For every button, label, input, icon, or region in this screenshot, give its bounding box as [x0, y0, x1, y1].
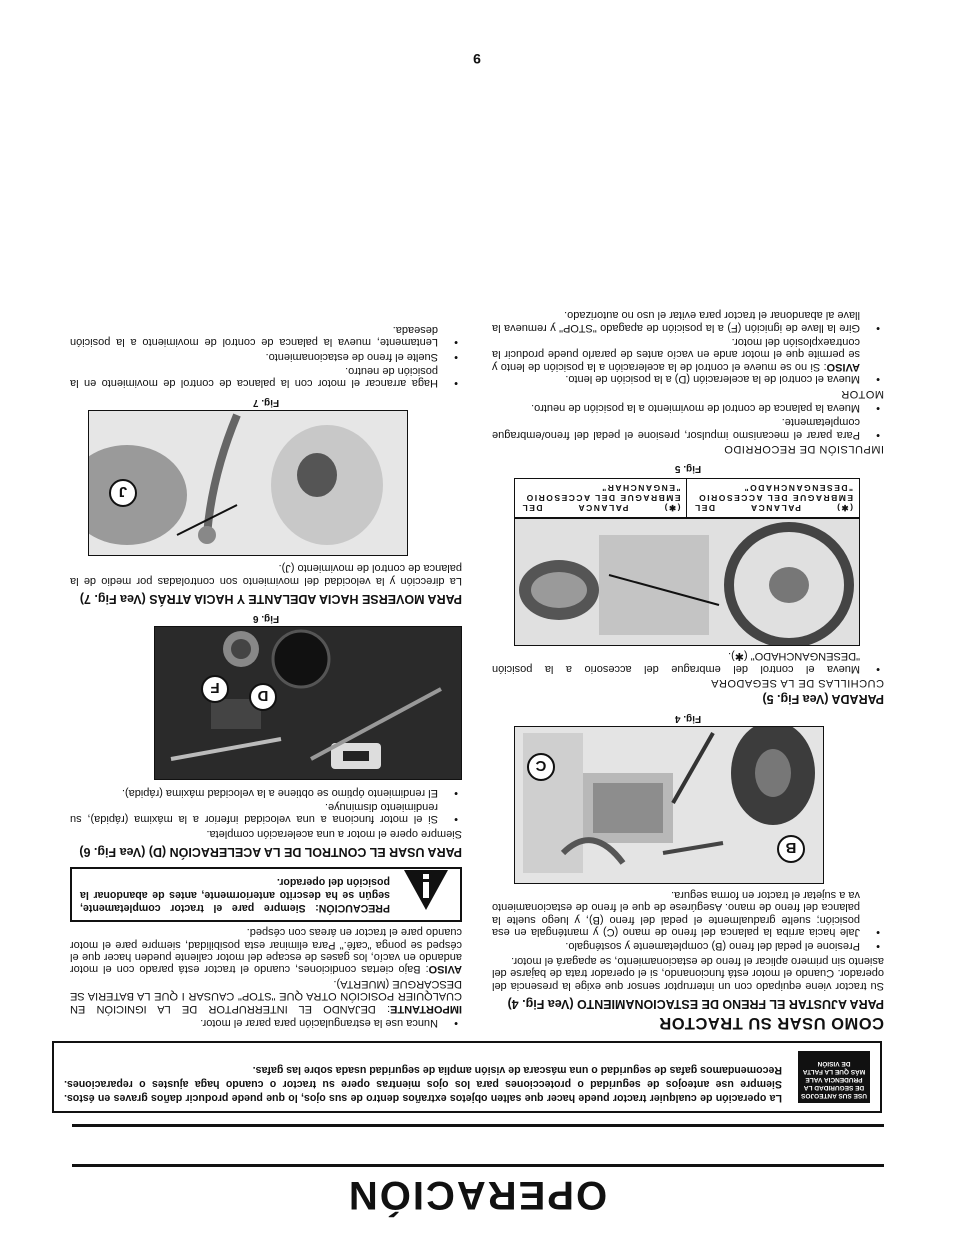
throttle-bullets [70, 786, 462, 825]
fig6-callout-f: F [201, 675, 229, 703]
fig6-image [154, 626, 462, 780]
fig5-caption: Fig. 5 [674, 462, 702, 474]
motor-subheading: MOTOR [840, 387, 884, 400]
list-item: • Si el motor funciona a una velocidad inferior a la máxima (rápida), su rendimiento disminuye. [70, 801, 462, 826]
safety-text: La operación de cualquier tractor puede hacer que salten objetos extraños dentro de sus ojos, lo que puede producir daños graves en éstos. Siempre use anteojos de seguridad o protecciones para los ojos mientras opere su tractor o cuando haga ajustes o reparaciones. Recomendamos gafas de seguridad o una máscara de visión amplia de seguridad usada sobre las gafas. [64, 1064, 782, 1104]
lever-engage-label: (✱) PALANCA DEL EMBRAGUE DEL ACCESORIO "ENGANCHAR" [515, 479, 688, 517]
list-item: • Mueva la palanca de control de movimiento a la posición de neutro. [492, 402, 884, 414]
motor-bullets [492, 309, 884, 385]
page-number: 9 [473, 51, 481, 67]
throttle-intro: Siempre opere el motor a una aceleración completa. [206, 827, 462, 840]
list-item: • Mueva el control de la aceleración (D) a la posición de lento. AVISO: Si no se mueve el control de la aceleración a la posición de lento y se permite que el motor ande en vacío antes de pararlo puede producir la contraexplosión del motor. [492, 336, 884, 386]
parking-intro: Su tractor viene equipado con un interruptor sensor que exige la presencia del operador. Cuando el motor está funcionando, si el operador trata de bajarse del asiento sin primero aplicar el freno de estacionamiento, se apagará el motor. [492, 954, 884, 992]
safety-banner [52, 1041, 882, 1113]
left-column [492, 307, 884, 1032]
fig6-caption: Fig. 6 [252, 613, 280, 625]
list-item: • Suelte el freno de estacionamiento. [70, 350, 462, 362]
fig4-callout-c: C [527, 753, 555, 781]
fig5-lever-labels [514, 478, 860, 518]
fig5-image [514, 518, 860, 646]
fig7-illustration [89, 411, 407, 555]
move-intro: La dirección y la velocidad del movimiento son controladas por medio de la palanca de control de movimiento (J). [70, 562, 462, 587]
blades-bullets [492, 650, 884, 675]
page-title: OPERACIÓN [346, 1173, 608, 1217]
warning-triangle-icon [402, 868, 450, 912]
drive-bullets [492, 402, 884, 441]
list-item: • Presione el pedal del freno (B) completamente y sosténgalo. [492, 940, 884, 952]
caution-text: PRECAUCIÓN: Siempre pare el tractor completamente, según se ha descrito anteriormente, antes de abandonar la posición del operador. [80, 875, 390, 914]
section-heading-como-usar: COMO USAR SU TRACTOR [658, 1014, 884, 1032]
safety-glasses-icon: USE SUS ANTEOJOS DE SEGURIDAD LA PRUDENCIA VALE MÁS QUE LA FALTA DE VISIÓN [798, 1051, 870, 1103]
fig7-image [88, 410, 408, 556]
fig4-image [514, 726, 824, 884]
drive-subheading: IMPULSIÓN DE RECORRIDO [723, 443, 884, 456]
fig7-callout-j: J [109, 479, 137, 507]
throttle-heading: PARA USAR EL CONTROL DE LA ACELERACIÓN (D) (Vea Fig. 6) [79, 844, 462, 859]
list-item: • El rendimiento óptimo se obtiene a la velocidad máxima (rápida). [70, 786, 462, 798]
important-note: IMPORTANTE: DEJANDO EL INTERRUPTOR DE LA IGNICIÓN EN CUALQUIER POSICIÓN OTRA QUE "STOP" CAUSAR I QUE LA BATERIA SE DESCARGUE (MUERTA). [70, 977, 462, 1015]
move-bullets [70, 323, 462, 389]
list-item: • Haga arrancar el motor con la palanca de control de movimiento en la posición de neutro. [70, 365, 462, 390]
list-item: • Para parar el mecanismo impulsor, presione el pedal del freno/embrague completamente. [492, 416, 884, 441]
right-column [70, 321, 462, 1029]
list-item: • Lentamente, mueva la palanca de control de movimiento a la posición deseada. [70, 323, 462, 348]
parking-brake-heading: PARA AJUSTAR EL FRENO DE ESTACIONAMIENTO (Vea Fig. 4) [507, 996, 884, 1011]
blades-subheading: CUCHILLAS DE LA SEGADORA [710, 676, 884, 689]
parking-bullets [492, 888, 884, 952]
title-rule-bottom [72, 1124, 884, 1127]
caution-box [70, 867, 462, 922]
list-item: • Jale hacia arriba la palanca del freno de mano (C) y manténgala en esa posición; suelte gradualmente el pedal del freno (B), y luego suelte la palanca del freno de mano. Asegúrese de que el freno de estacionamiento va a sujetar el tractor en forma segura. [492, 888, 884, 938]
lever-disengage-label: (✱) PALANCA DEL EMBRAGUE DEL ACCESORIO "DESENGANCHADO" [693, 482, 853, 513]
fig4-callout-b: B [777, 835, 805, 863]
move-heading: PARA MOVERSE HACIA ADELANTE Y HACIA ATRÁS (Vea Fig. 7) [79, 591, 462, 606]
fig6-illustration [155, 627, 461, 779]
fig4-caption: Fig. 4 [674, 713, 702, 725]
fig5-illustration [515, 519, 859, 645]
aviso-note: AVISO: Bajo ciertas condiciones, cuando el tractor está parado con el motor andando en vacío, los gases de escape del motor caliente pueden hacer que el césped se ponga "café." Para eliminar esta posibilidad, siempre pare el motor cuando pare el tractor en áreas con césped. [70, 926, 462, 976]
fig7-caption: Fig. 7 [252, 396, 280, 408]
list-item: • Mueva el control del embrague del accesorio a la posición "DESENGANCHADO" (✱). [492, 650, 884, 675]
title-rule-top [72, 1164, 884, 1167]
list-item: • Gire la llave de ignición (F) a la posición de apagado "STOP" y remueva la llave al abandonar el tractor para evitar el uso no autorizado. [492, 309, 884, 334]
fig4-illustration [515, 727, 823, 883]
fig6-callout-d: D [249, 683, 277, 711]
ignition-bullets [70, 1017, 462, 1029]
stop-heading: PARADA (Vea Fig. 5) [762, 691, 884, 706]
list-item: • Nunca use la estrangulación para parar el motor. [70, 1017, 462, 1029]
